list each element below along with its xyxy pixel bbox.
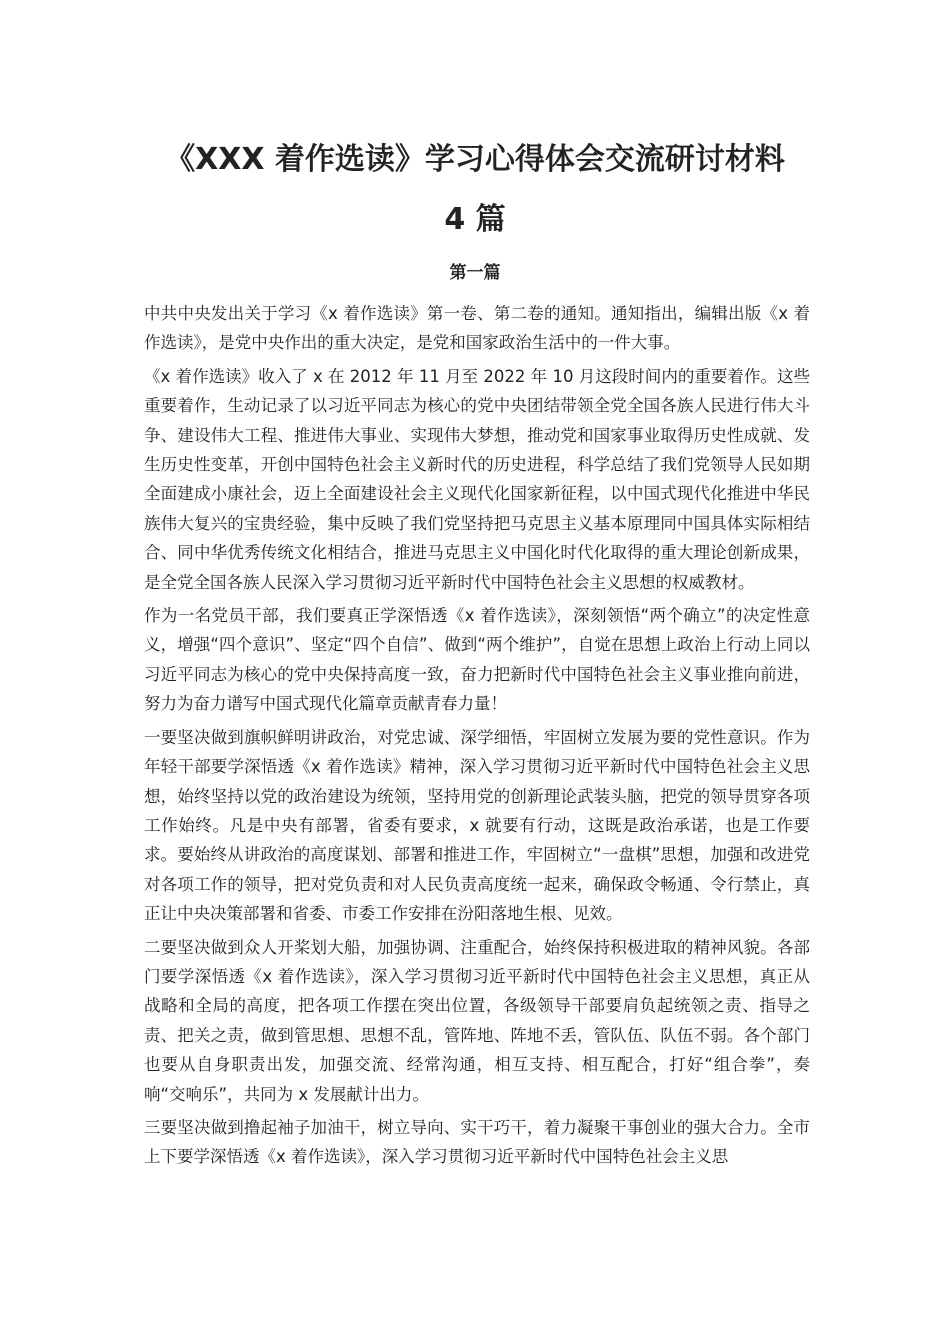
paragraph: 二要坚决做到众人开桨划大船，加强协调、注重配合，始终保持积极进取的精神风貌。各部门要学深悟透《x 着作选读》，深入学习贯彻习近平新时代中国特色社会主义思想，真正从战略和全局的高度，把各项工作摆在突出位置，各级领导干部要肩负起统领之责、指导之责、把关之责，做到管思想、思想不乱，管阵地、阵地不丢，管队伍、队伍不弱。各个部门也要从自身职责出发，加强交流、经常沟通，相互支持、相互配合，打好“组合拳”，奏响“交响乐”，共同为 x 发展献计出力。 bbox=[144, 937, 810, 1104]
paragraph: 一要坚决做到旗帜鲜明讲政治，对党忠诚、深学细悟，牢固树立发展为要的党性意识。作为年轻干部要学深悟透《x 着作选读》精神，深入学习贯彻习近平新时代中国特色社会主义思想，始终坚持以党的政治建设为统领，坚持用党的创新理论武装头脑，把党的领导贯穿各项工作始终。凡是中央有部署，省委有要求，x 就要有行动，这既是政治承诺，也是工作要求。要始终从讲政治的高度谋划、部署和推进工作，牢固树立“一盘棋”思想，加强和改进党对各项工作的领导，把对党负责和对人民负责高度统一起来，确保政令畅通、令行禁止，真正让中央决策部署和省委、市委工作安排在汾阳落地生根、见效。 bbox=[144, 727, 810, 924]
document-title-line-1: 《XXX 着作选读》学习心得体会交流研讨材料 bbox=[165, 142, 785, 177]
section-heading: 第一篇 bbox=[449, 263, 501, 283]
paragraph: 三要坚决做到撸起袖子加油干，树立导向、实干巧干，着力凝聚干事创业的强大合力。全市上下要学深悟透《x 着作选读》，深入学习贯彻习近平新时代中国特色社会主义思 bbox=[144, 1117, 810, 1167]
document-body bbox=[144, 299, 810, 1176]
paragraph: 中共中央发出关于学习《x 着作选读》第一卷、第二卷的通知。通知指出，编辑出版《x 着作选读》，是党中央作出的重大决定，是党和国家政治生活中的一件大事。 bbox=[144, 304, 810, 353]
paragraph: 《x 着作选读》收入了 x 在 2012 年 11 月至 2022 年 10 月这段时间内的重要着作。这些重要着作，生动记录了以习近平同志为核心的党中央团结带领全党全国各族人民进行伟大斗争、建设伟大工程、推进伟大事业、实现伟大梦想，推动党和国家事业取得历史性成就、发生历史性变革，开创中国特色社会主义新时代的历史进程，科学总结了我们党领导人民如期全面建成小康社会，迈上全面建设社会主义现代化国家新征程，以中国式现代化推进中华民族伟大复兴的宝贵经验，集中反映了我们党坚持把马克思主义基本原理同中国具体实际相结合、同中华优秀传统文化相结合，推进马克思主义中国化时代化取得的重大理论创新成果，是全党全国各族人民深入学习贯彻习近平新时代中国特色社会主义思想的权威教材。 bbox=[144, 366, 810, 592]
paragraph: 作为一名党员干部，我们要真正学深悟透《x 着作选读》，深刻领悟“两个确立”的决定性意义，增强“四个意识”、坚定“四个自信”、做到“两个维护”，自觉在思想上政治上行动上同以习近平同志为核心的党中央保持高度一致，奋力把新时代中国特色社会主义事业推向前进，努力为奋力谱写中国式现代化篇章贡献青春力量！ bbox=[144, 606, 810, 714]
document-title-line-2: 4 篇 bbox=[444, 202, 506, 237]
